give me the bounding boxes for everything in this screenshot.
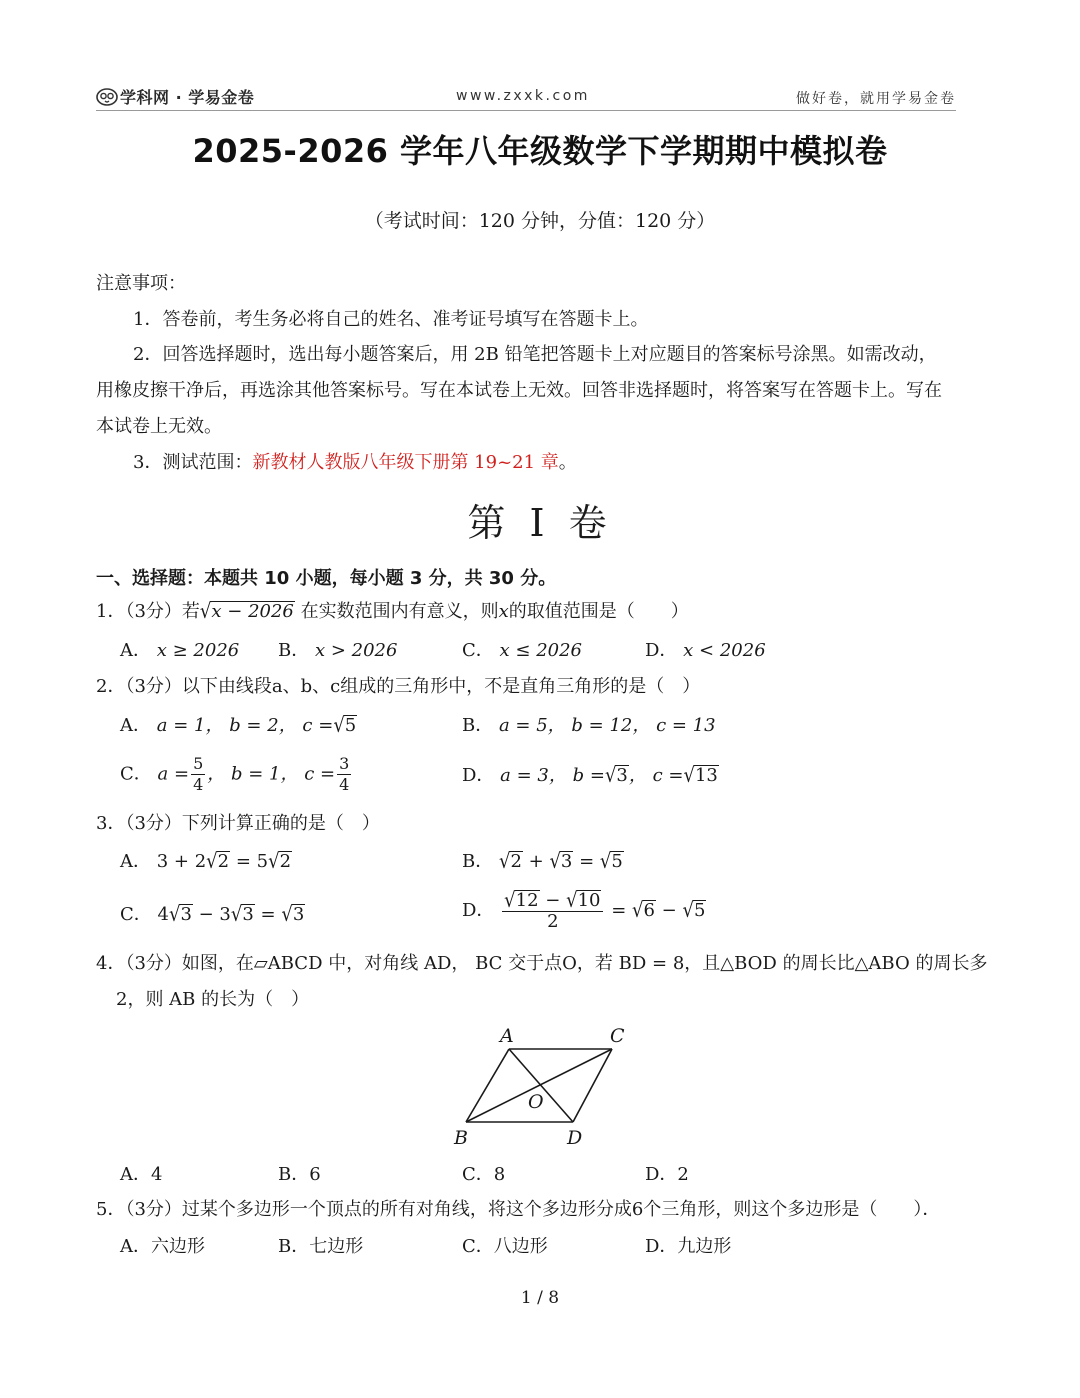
q3-option-b: B． √2 + √3 = √5 — [462, 849, 623, 874]
logo — [96, 84, 254, 108]
question-4-line2: 2，则 AB 的长为（ ） — [116, 989, 310, 1010]
volume-heading: 第 I 卷 — [467, 501, 613, 545]
parallelogram-figure — [440, 1020, 650, 1150]
notice-item-2-line2: 用橡皮擦干净后，再选涂其他答案标号。写在本试卷上无效。回答非选择题时，将答案写在答题卡上。写在 — [96, 380, 942, 401]
q4-option-c: C．8 — [462, 1164, 506, 1185]
q2-option-b: B． a = 5， b = 12， c = 13 — [462, 715, 716, 736]
header-slogan: 做好卷，就用学易金卷 — [796, 91, 956, 107]
vertex-label-c: C — [610, 1025, 625, 1047]
question-1-stem: 1．（3分）若√x − 2026 在实数范围内有意义，则x的取值范围是（ ） — [96, 599, 689, 624]
notice-item-1: 1．答卷前，考生务必将自己的姓名、准考证号填写在答题卡上。 — [133, 309, 649, 330]
q1-number: 1．（3分）若 — [96, 601, 200, 622]
q5-option-b: B．七边形 — [278, 1236, 364, 1257]
vertex-label-d: D — [567, 1127, 583, 1149]
logo-text: 学科网 · 学易金卷 — [120, 87, 255, 107]
notice-item-2-line1: 2．回答选择题时，选出每小题答案后，用 2B 铅笔把答题卡上对应题目的答案标号涂黑。如需改动， — [133, 344, 937, 365]
q5-option-d: D．九边形 — [645, 1236, 732, 1257]
vertex-label-a: A — [500, 1025, 514, 1047]
q1-radicand: x − 2026 — [211, 601, 294, 622]
q2-option-c: C． a = $\frac{5}{4}$ ， b = 1， c = $\frac{3}{4}$ — [120, 754, 350, 794]
q5-option-c: C．八边形 — [462, 1236, 548, 1257]
site-url: www.zxxk.com — [456, 88, 590, 104]
notice-item-3-suffix: 。 — [558, 452, 577, 473]
vertex-label-b: B — [454, 1127, 468, 1149]
question-4-line1: 4．（3分）如图，在▱ABCD 中，对角线 AD， BC 交于点O，若 BD = 8，且△BOD 的周长比△ABO 的周长多 — [96, 953, 988, 974]
q5-option-a: A．六边形 — [120, 1236, 205, 1257]
q1-option-d: D． x < 2026 — [645, 640, 766, 661]
exam-title: 2025-2026 学年八年级数学下学期期中模拟卷 — [192, 132, 888, 170]
q3-option-d: D． $\frac{√12 - √10}{2}$ = √6 − √5 — [462, 888, 706, 932]
q2-option-d: D． a = 3， b =√3， c =√13 — [462, 763, 718, 788]
q1-var: x — [498, 601, 509, 622]
vertex-label-o: O — [528, 1091, 544, 1113]
q1-option-c: C． x ≤ 2026 — [462, 640, 583, 661]
notice-heading: 注意事项： — [96, 273, 186, 294]
q1-rest: 在实数范围内有意义，则 — [300, 601, 499, 622]
q1-option-a: A． x ≥ 2026 — [120, 640, 240, 661]
q4-option-a: A．4 — [120, 1164, 163, 1185]
q4-option-b: B．6 — [278, 1164, 321, 1185]
owl-logo-icon — [96, 86, 118, 106]
page-number: 1 / 8 — [520, 1288, 560, 1308]
question-2-stem: 2．（3分）以下由线段a、b、c组成的三角形中，不是直角三角形的是（ ） — [96, 676, 701, 697]
notice-item-2-line3: 本试卷上无效。 — [96, 416, 222, 437]
q3-option-a: A． 3 + 2√2 = 5√2 — [120, 849, 292, 874]
q2-option-a: A． a = 1， b = 2， c =√5 — [120, 713, 357, 738]
q4-option-d: D．2 — [645, 1164, 689, 1185]
question-3-stem: 3．（3分）下列计算正确的是（ ） — [96, 813, 380, 834]
test-scope: 新教材人教版八年级下册第 19~21 章 — [252, 452, 559, 473]
notice-item-3-prefix: 3．测试范围： — [133, 452, 253, 473]
exam-info: （考试时间：120 分钟，分值：120 分） — [364, 210, 716, 232]
section-heading: 一、选择题：本题共 10 小题，每小题 3 分，共 30 分。 — [96, 568, 557, 589]
notice-item-3 — [133, 451, 577, 475]
edge-cd — [573, 1049, 612, 1122]
question-5-stem: 5．（3分）过某个多边形一个顶点的所有对角线，将这个多边形分成6个三角形，则这个多边形是（ ）． — [96, 1199, 941, 1220]
q1-tail: 的取值范围是（ ） — [508, 601, 689, 622]
page-header — [96, 84, 956, 111]
q1-option-b: B． x > 2026 — [278, 640, 398, 661]
q3-option-c: C． 4√3 − 3√3 = √3 — [120, 902, 305, 927]
